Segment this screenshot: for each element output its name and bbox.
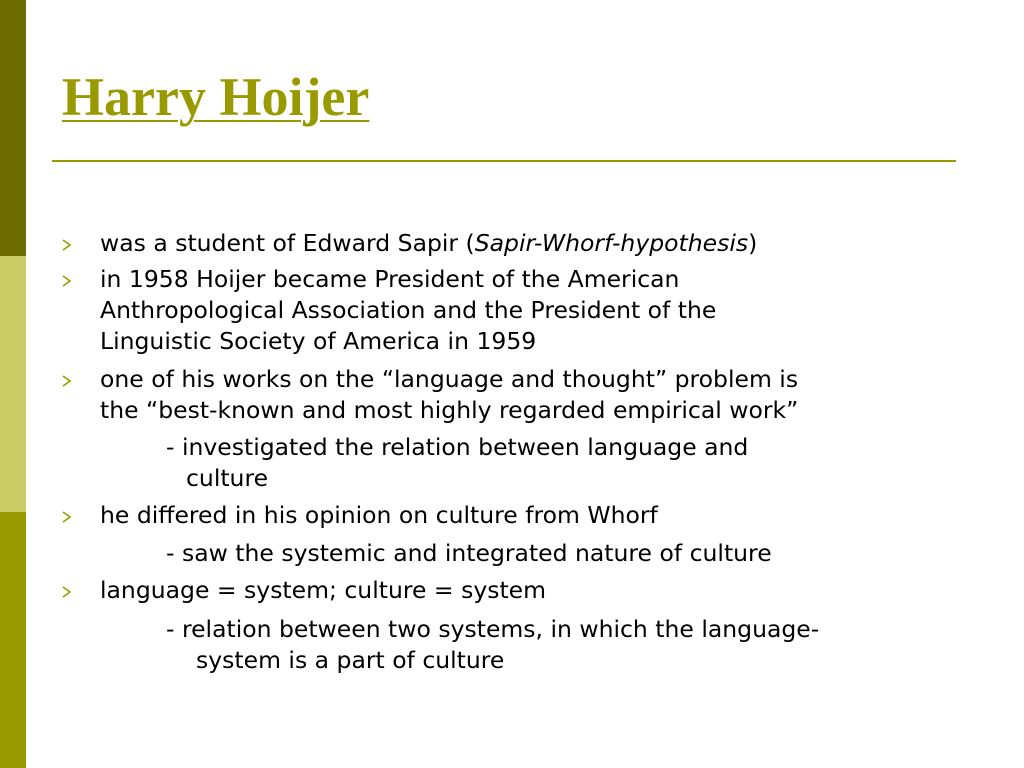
bullet-text xyxy=(100,575,980,606)
bullet-line: one of his works on the “language and thought” problem is xyxy=(100,365,799,393)
sub-bullet-line: - relation between two systems, in which the language- xyxy=(166,615,820,643)
bullet-line: the “best-known and most highly regarded empirical work” xyxy=(100,396,799,424)
sub-bullet xyxy=(166,538,986,569)
bullet-text xyxy=(100,364,980,426)
bullet-text xyxy=(100,500,980,531)
bullet-text xyxy=(100,264,980,357)
sub-bullet-line: culture xyxy=(186,464,269,492)
bullet-line: language = system; culture = system xyxy=(100,576,547,604)
sub-bullet xyxy=(166,614,986,676)
sub-bullet xyxy=(166,432,986,494)
bullet-text-part: ) xyxy=(748,229,758,257)
chevron-right-icon xyxy=(62,239,72,251)
bullet-line: in 1958 Hoijer became President of the American xyxy=(100,265,680,293)
sub-bullet-line: - saw the systemic and integrated nature of culture xyxy=(166,539,772,567)
sub-bullet-line: system is a part of culture xyxy=(196,646,505,674)
bullet-line: Anthropological Association and the President of the xyxy=(100,296,717,324)
chevron-right-icon xyxy=(62,275,72,287)
bullet-text-italic: Sapir-Whorf-hypothesis xyxy=(474,229,749,257)
bullet-line: he differed in his opinion on culture from Whorf xyxy=(100,501,658,529)
chevron-right-icon xyxy=(62,375,72,387)
slide-title: Harry Hoijer xyxy=(62,67,370,127)
chevron-right-icon xyxy=(62,511,72,523)
sub-bullet-line: - investigated the relation between language and xyxy=(166,433,749,461)
bullet-line: Linguistic Society of America in 1959 xyxy=(100,327,537,355)
bullet-text xyxy=(100,228,980,259)
bullet-text-part: was a student of Edward Sapir ( xyxy=(100,229,475,257)
chevron-right-icon xyxy=(62,586,72,598)
